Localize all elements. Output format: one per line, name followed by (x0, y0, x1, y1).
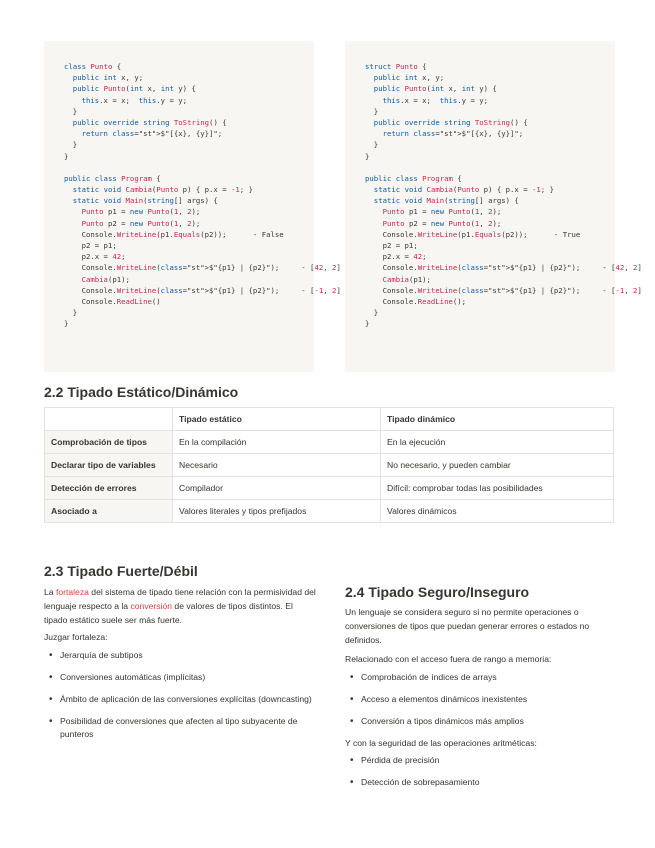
code-line (365, 162, 601, 173)
table-corner (45, 408, 173, 431)
table-cell: Compilador (173, 477, 381, 500)
code-line: p2.x = 42; (365, 252, 427, 262)
code-line: class Punto { (64, 62, 122, 71)
code-line: } (64, 319, 69, 329)
table-cell: No necesario, y pueden cambiar (381, 454, 614, 477)
code-line: Cambia(p1); (382, 274, 431, 284)
code-line: static void Cambia(Punto p) { p.x = -1; } (373, 185, 554, 195)
code-line: } (64, 140, 78, 150)
section-title-2-4: 2.4 Tipado Seguro/Inseguro (345, 584, 530, 600)
code-line: p2 = p1; (64, 241, 117, 250)
section-2-4-list-arith (345, 754, 617, 790)
table-row-header: Comprobación de tipos (45, 431, 173, 454)
code-line: p2 = p1; (365, 241, 418, 250)
code-line: Punto p1 = new Punto(1, 2); (382, 207, 502, 217)
code-line (64, 162, 300, 173)
list-item: • Pérdida de precisión (361, 754, 617, 768)
table-row-header: Declarar tipo de variables (45, 454, 173, 477)
section-2-3-paragraph: La fortaleza del sistema de tipado tiene relación con la permisividad del lenguaje respecto a la conversión de valores de tipos distintos. El tipado estático suele ser más fuerte. (44, 587, 316, 625)
code-line: public Punto(int x, int y) { (72, 84, 196, 94)
link-conversion[interactable]: conversión (130, 600, 173, 611)
section-2-4-paragraph: Y con la seguridad de las operaciones aritméticas: (345, 737, 537, 748)
code-line: Punto p2 = new Punto(1, 2); (81, 218, 201, 228)
section-2-4-body (345, 606, 617, 798)
list-item: • Posibilidad de conversiones que afecten al tipo subyacente de punteros (60, 715, 316, 743)
code-line: public Punto(int x, int y) { (373, 84, 497, 94)
section-2-3-list (44, 649, 316, 742)
code-line: static void Main(string[] args) { (373, 196, 519, 206)
table-row (45, 500, 614, 523)
code-line: Cambia(p1); (81, 274, 130, 284)
code-line: static void Cambia(Punto p) { p.x = -1; } (72, 185, 253, 195)
table-row-header: Asociado a (45, 500, 173, 523)
table-cell: En la compilación (173, 431, 381, 454)
code-line: return class="st">$"[{x}, {y}]"; (382, 129, 524, 139)
code-line: struct Punto { (365, 62, 427, 71)
code-line: p2.x = 42; (64, 252, 126, 262)
code-line: Console.WriteLine(class="st">$"{p1} | {p2}"); - [42, 2] (64, 263, 341, 273)
code-line: public class Program { (365, 173, 462, 183)
table-row (45, 454, 614, 477)
code-line: this.x = x; this.y = y; (382, 95, 489, 105)
code-line: Console.ReadLine() (64, 296, 161, 306)
code-line: } (365, 106, 379, 116)
code-line: Punto p1 = new Punto(1, 2); (81, 207, 201, 217)
code-block-class (44, 41, 341, 372)
table-row-header: Detección de errores (45, 477, 173, 500)
code-line: } (64, 106, 78, 116)
table-row (45, 431, 614, 454)
code-line: public override string ToString() { (72, 117, 227, 127)
table-cell: Difícil: comprobar todas las posibilidades (381, 477, 614, 500)
code-line: Console.WriteLine(class="st">$"{p1} | {p2}"); - [42, 2] (365, 263, 642, 273)
code-line: } (365, 140, 379, 150)
code-line: public override string ToString() { (373, 117, 528, 127)
code-line: } (64, 308, 78, 318)
code-line: public class Program { (64, 173, 161, 183)
code-line: } (365, 319, 370, 329)
table-header-row (45, 408, 614, 431)
table-row (45, 477, 614, 500)
code-line: Console.WriteLine(p1.Equals(p2)); - False (64, 229, 284, 239)
typing-table (44, 407, 614, 523)
code-line: Console.ReadLine(); (365, 296, 467, 306)
section-title-2-2: 2.2 Tipado Estático/Dinámico (44, 384, 239, 400)
code-line: Punto p2 = new Punto(1, 2); (382, 218, 502, 228)
list-item: • Ámbito de aplicación de las conversiones explícitas (downcasting) (60, 693, 316, 707)
list-item: • Conversiones automáticas (implícitas) (60, 671, 316, 685)
code-line: return class="st">$"[{x}, {y}]"; (81, 129, 223, 139)
section-2-4-list-memory (345, 671, 617, 728)
table-cell: Valores dinámicos (381, 500, 614, 523)
code-line: } (365, 308, 379, 318)
code-line: static void Main(string[] args) { (72, 196, 218, 206)
list-item: • Conversión a tipos dinámicos más amplios (361, 715, 617, 729)
code-line: Console.WriteLine(class="st">$"{p1} | {p2}"); - [-1, 2] (64, 285, 341, 295)
list-item: • Comprobación de índices de arrays (361, 671, 617, 685)
section-2-3-body (44, 586, 316, 750)
list-item: • Acceso a elementos dinámicos inexistentes (361, 693, 617, 707)
list-item: • Detección de sobrepasamiento (361, 776, 617, 790)
list-item: • Jerarquía de subtipos (60, 649, 316, 663)
link-fortaleza[interactable]: fortaleza (55, 587, 89, 597)
code-line: Console.WriteLine(class="st">$"{p1} | {p2}"); - [-1, 2] (365, 285, 642, 295)
code-line: } (64, 151, 69, 161)
code-line: public int x, y; (72, 73, 144, 83)
code-line: Console.WriteLine(p1.Equals(p2)); - True (365, 229, 581, 239)
code-block-struct (345, 41, 642, 372)
table-cell: Valores literales y tipos prefijados (173, 500, 381, 523)
section-2-4-paragraph: Un lenguaje se considera seguro si no permite operaciones o conversiones de tipos que puedan generar errores o estados no definidos. (345, 607, 590, 645)
table-header: Tipado estático (173, 408, 381, 431)
section-2-3-subtitle: Juzgar fortaleza: (44, 632, 108, 643)
table-header: Tipado dinámico (381, 408, 614, 431)
section-title-2-3: 2.3 Tipado Fuerte/Débil (44, 563, 198, 579)
table-cell: Necesario (173, 454, 381, 477)
section-2-4-paragraph: Relacionado con el acceso fuera de rango a memoria: (345, 654, 552, 665)
code-line: this.x = x; this.y = y; (81, 95, 188, 105)
table-cell: En la ejecución (381, 431, 614, 454)
code-line: public int x, y; (373, 73, 445, 83)
code-line: } (365, 151, 370, 161)
